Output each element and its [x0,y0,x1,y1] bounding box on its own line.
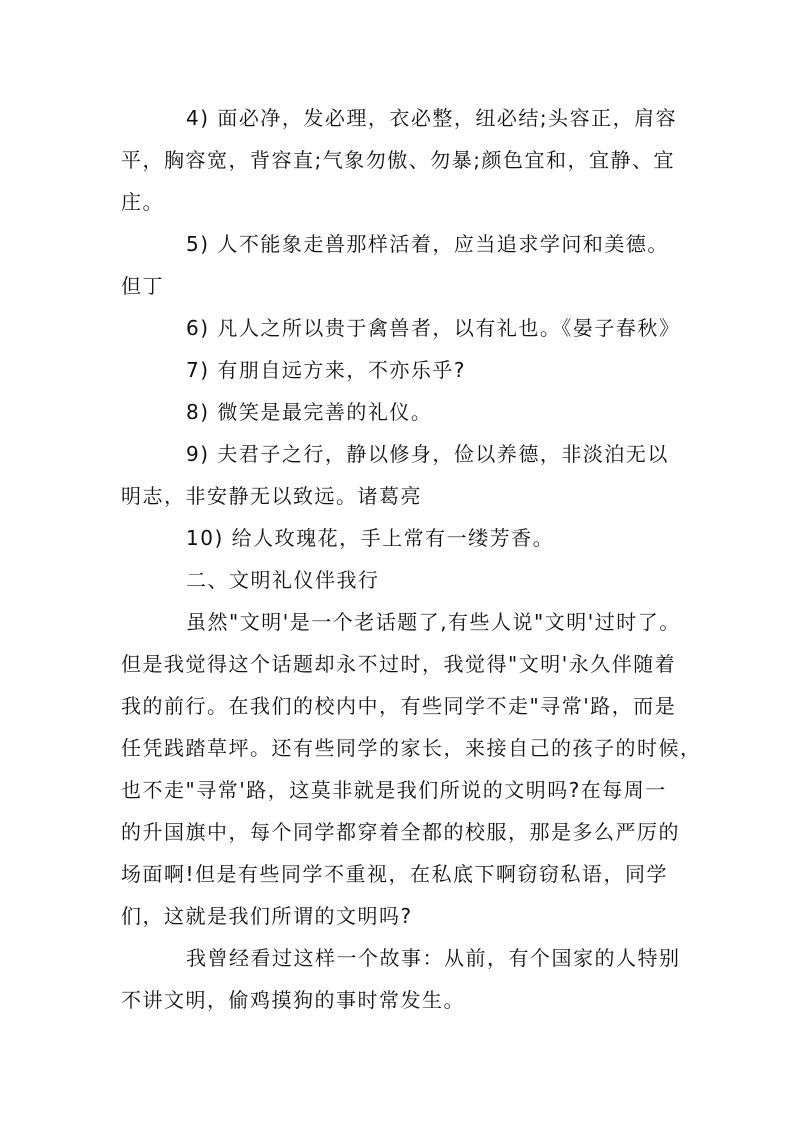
text-line: 4) 面必净，发必理，衣必整，纽必结;头容正，肩容 [186,106,678,130]
text-line: 8) 微笑是最完善的礼仪。 [186,400,433,424]
text-line: 平，胸容宽，背容直;气象勿傲、勿暴;颜色宜和，宜静、宜 [121,148,675,172]
text-line: 不讲文明，偷鸡摸狗的事时常发生。 [121,988,465,1012]
text-line: 10) 给人玫瑰花，手上常有一缕芳香。 [186,526,555,550]
text-line: 的升国旗中，每个同学都穿着全都的校服，那是多么严厉的 [121,820,680,844]
text-line: 们，这就是我们所谓的文明吗? [121,904,413,928]
text-line: 但是我觉得这个话题却永不过时，我觉得"文明'永久伴随着 [121,652,677,676]
text-line: 但丁 [121,274,164,298]
text-line: 任凭践踏草坪。还有些同学的家长，来接自己的孩子的时候， [121,736,702,760]
text-line: 也不走"寻常'路，这莫非就是我们所说的文明吗?在每周一 [121,778,667,802]
text-line: 5) 人不能象走兽那样活着，应当追求学问和美德。 [186,232,669,256]
text-line: 虽然"文明'是一个老话题了,有些人说"文明'过时了。 [186,610,681,634]
text-line: 6) 凡人之所以贵于禽兽者，以有礼也。《晏子春秋》 [186,316,681,340]
text-line: 场面啊!但是有些同学不重视，在私底下啊窃窃私语，同学 [121,862,669,886]
text-line: 明志，非安静无以致远。诸葛亮 [121,484,422,508]
text-line: 我曾经看过这样一个故事：从前，有个国家的人特别 [186,946,681,970]
text-line: 我的前行。在我们的校内中，有些同学不走"寻常'路，而是 [121,694,677,718]
text-line: 9) 夫君子之行，静以修身，俭以养德，非淡泊无以 [186,442,669,466]
section-heading: 二、文明礼仪伴我行 [186,568,380,592]
text-line: 庄。 [121,190,164,214]
text-line: 7) 有朋自远方来，不亦乐乎? [186,358,466,382]
